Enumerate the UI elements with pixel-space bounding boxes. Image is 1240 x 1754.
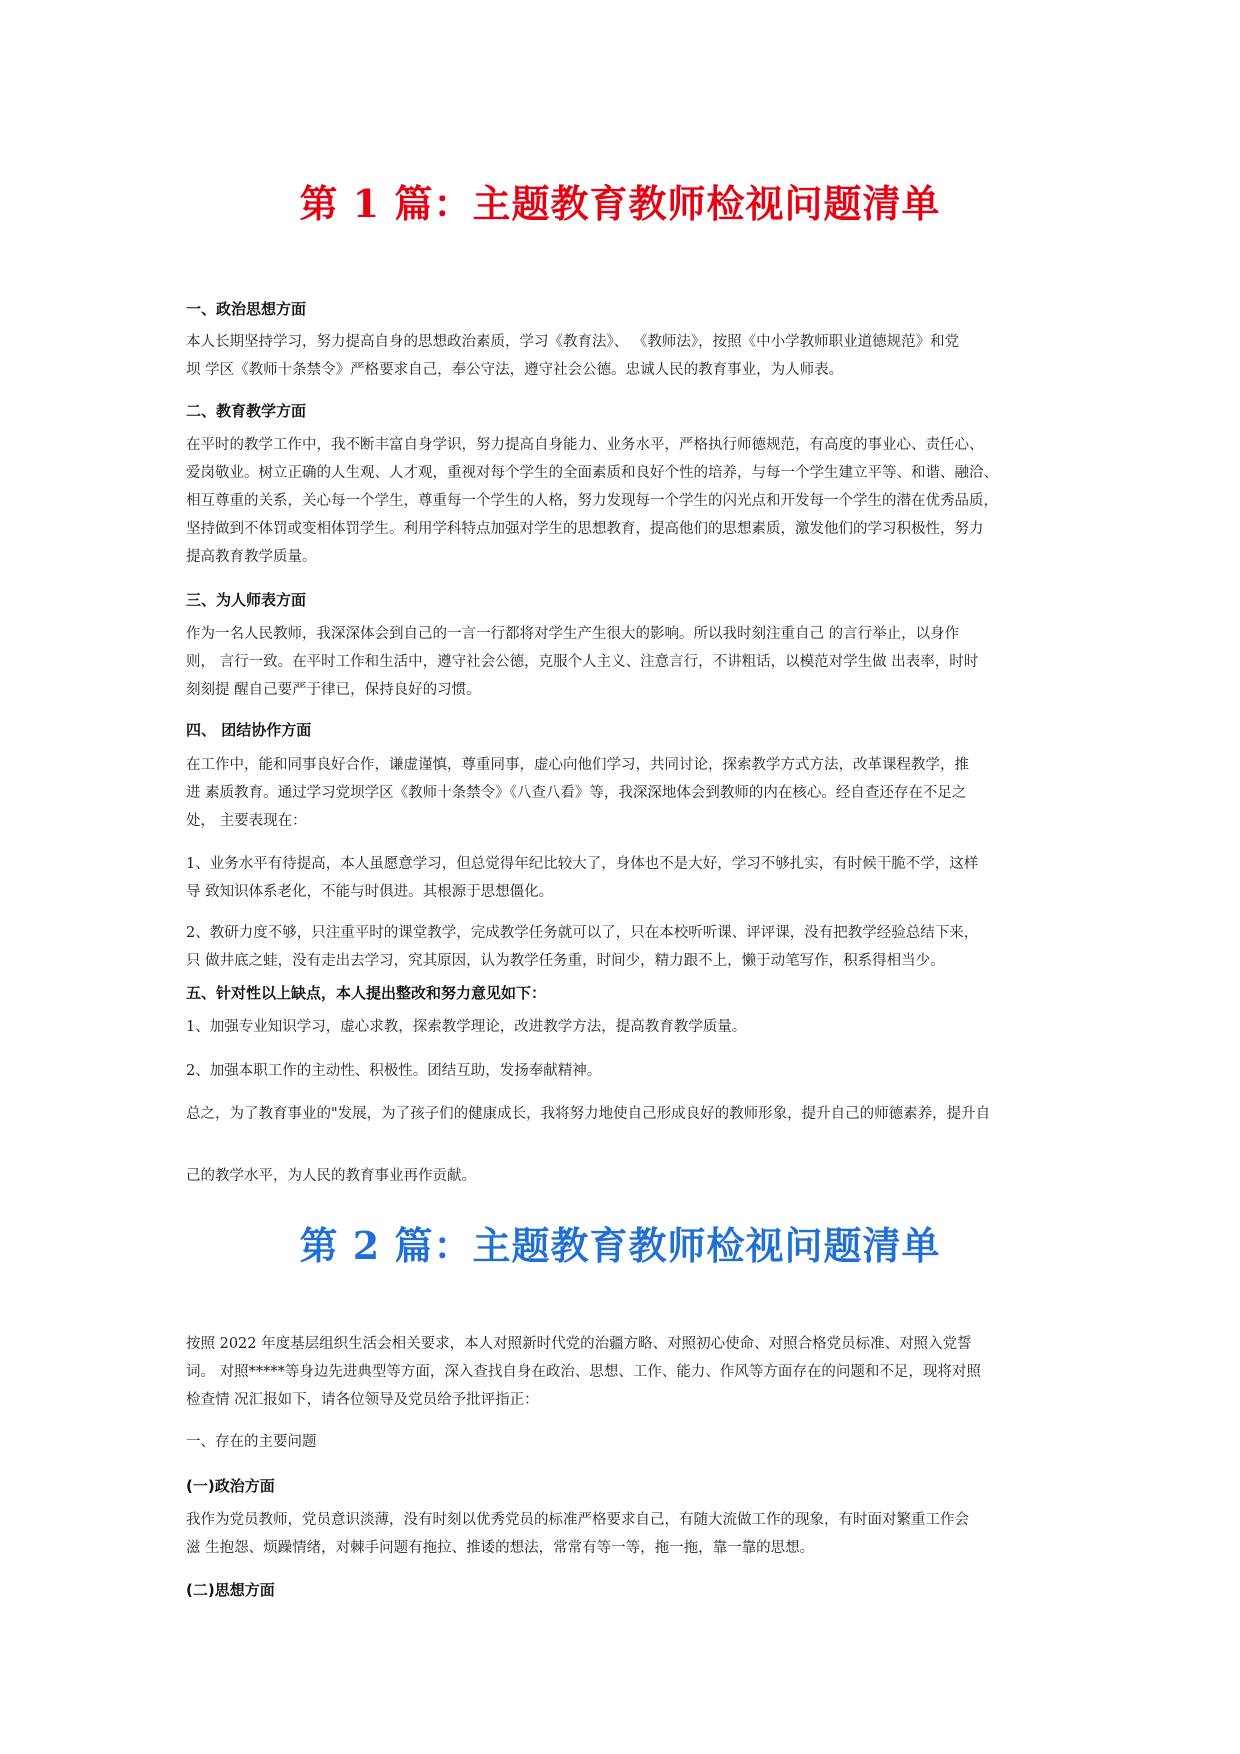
conclusion-line-1: 总之，为了教育事业的"发展，为了孩子们的健康成长，我将努力地使自己形成良好的教师形象，提升自己的师德素养，提升自	[186, 1106, 991, 1122]
text-line: 则， 言行一致。在平时工作和生活中，遵守社会公德，克服个人主义、注意言行，不讲粗话，以模范对学生做 出表率，时时	[186, 654, 979, 670]
section-4-item-1	[186, 850, 1056, 906]
text-line: 词。 对照*****等身边先进典型等方面，深入查找自身在政治、思想、工作、能力、作风等方面存在的问题和不足，现将对照	[186, 1364, 981, 1380]
article-1-title: 第 1 篇：主题教育教师检视问题清单	[299, 181, 941, 226]
section-3-paragraph	[186, 620, 1056, 704]
text-line: 2、教研力度不够，只注重平时的课堂教学，完成教学任务就可以了，只在本校听听课、评评课，没有把教学经验总结下来，	[186, 925, 979, 941]
text-line: 爱岗敬业。树立正确的人生观、人才观，重视对每个学生的全面素质和良好个性的培养，与每一个学生建立平等、和谐、融洽、	[186, 465, 998, 481]
text-line: 提高教育教学质量。	[186, 549, 317, 565]
text-line: 相互尊重的关系，关心每一个学生，尊重每一个学生的人格，努力发现每一个学生的闪光点和开发每一个学生的潜在优秀品质，	[186, 493, 998, 509]
conclusion-line-2: 己的教学水平，为人民的教育事业再作贡献。	[186, 1168, 476, 1184]
text-line: 坚持做到不体罚或变相体罚学生。利用学科特点加强对学生的思想教育，提高他们的思想素质，激发他们的学习积极性，努力	[186, 521, 984, 537]
section-4-paragraph	[186, 751, 1056, 835]
text-line: 刻刻提 醒自己要严于律已，保持良好的习惯。	[186, 682, 481, 698]
text-line: 我作为党员教师，党员意识淡薄，没有时刻以优秀党员的标准严格要求自己，有随大流做工作的现象，有时面对繁重工作会	[186, 1512, 969, 1528]
text-line: 处， 主要表现在：	[186, 813, 307, 829]
section-4-heading: 四、 团结协作方面	[186, 721, 312, 739]
text-line: 按照 2022 年度基层组织生活会相关要求，本人对照新时代党的治疆方略、对照初心使命、对照合格党员标准、对照入党誓	[186, 1336, 972, 1352]
section-3-heading: 三、为人师表方面	[186, 591, 307, 609]
subsection-political-paragraph	[186, 1506, 1056, 1562]
section-5-heading: 五、针对性以上缺点，本人提出整改和努力意见如下：	[186, 984, 547, 1002]
text-line: 检查情 况汇报如下，请各位领导及党员给予批评指正：	[186, 1392, 539, 1408]
section-2-paragraph	[186, 431, 1056, 571]
article-2-section-1: 一、存在的主要问题	[186, 1434, 317, 1450]
text-line: 滋 生抱怨、烦躁情绪，对棘手问题有拖拉、推诿的想法，常常有等一等，拖一拖，靠一靠的思想。	[186, 1540, 815, 1556]
text-line: 1、业务水平有待提高，本人虽愿意学习，但总觉得年纪比较大了，身体也不是大好，学习不够扎实，有时候干脆不学，这样	[186, 856, 979, 872]
text-line: 本人长期坚持学习，努力提高自身的思想政治素质，学习《教育法》、 《教师法》，按照《中小学教师职业道德规范》和党	[186, 334, 960, 350]
section-1-heading: 一、政治思想方面	[186, 300, 307, 318]
section-4-item-2	[186, 919, 1056, 975]
text-line: 导 致知识体系老化，不能与时俱进。其根源于思想僵化。	[186, 884, 554, 900]
section-2-heading: 二、教育教学方面	[186, 402, 307, 420]
section-5-item-1: 1、加强专业知识学习，虚心求教，探索教学理论，改进教学方法，提高教育教学质量。	[186, 1019, 747, 1035]
article-2-intro	[186, 1330, 1056, 1414]
text-line: 只 做井底之蛙，没有走出去学习，究其原因，认为教学任务重，时间少，精力跟不上，懒于动笔写作，积系得相当少。	[186, 953, 945, 969]
text-line: 进 素质教育。通过学习党坝学区《教师十条禁令》《八查八看》等，我深深地体会到教师的内在核心。经自查还存在不足之	[186, 785, 967, 801]
text-line: 在工作中，能和同事良好合作，谦虚谨慎，尊重同事，虚心向他们学习，共同讨论，探索教学方式方法，改革课程教学，推	[186, 757, 969, 773]
section-1-paragraph	[186, 328, 1056, 384]
subsection-political-heading: (一)政治方面	[186, 1477, 275, 1495]
article-2-title: 第 2 篇：主题教育教师检视问题清单	[299, 1223, 941, 1268]
subsection-ideology-heading: (二)思想方面	[186, 1581, 275, 1599]
section-5-item-2: 2、加强本职工作的主动性、积极性。团结互助，发扬奉献精神。	[186, 1063, 602, 1079]
text-line: 坝 学区《教师十条禁令》严格要求自己，奉公守法，遵守社会公德。忠诚人民的教育事业，为人师表。	[186, 362, 844, 378]
text-line: 作为一名人民教师，我深深体会到自己的一言一行都将对学生产生很大的影响。所以我时刻注重自己 的言行举止，以身作	[186, 626, 960, 642]
text-line: 在平时的教学工作中，我不断丰富自身学识，努力提高自身能力、业务水平，严格执行师德规范，有高度的事业心、责任心、	[186, 437, 984, 453]
